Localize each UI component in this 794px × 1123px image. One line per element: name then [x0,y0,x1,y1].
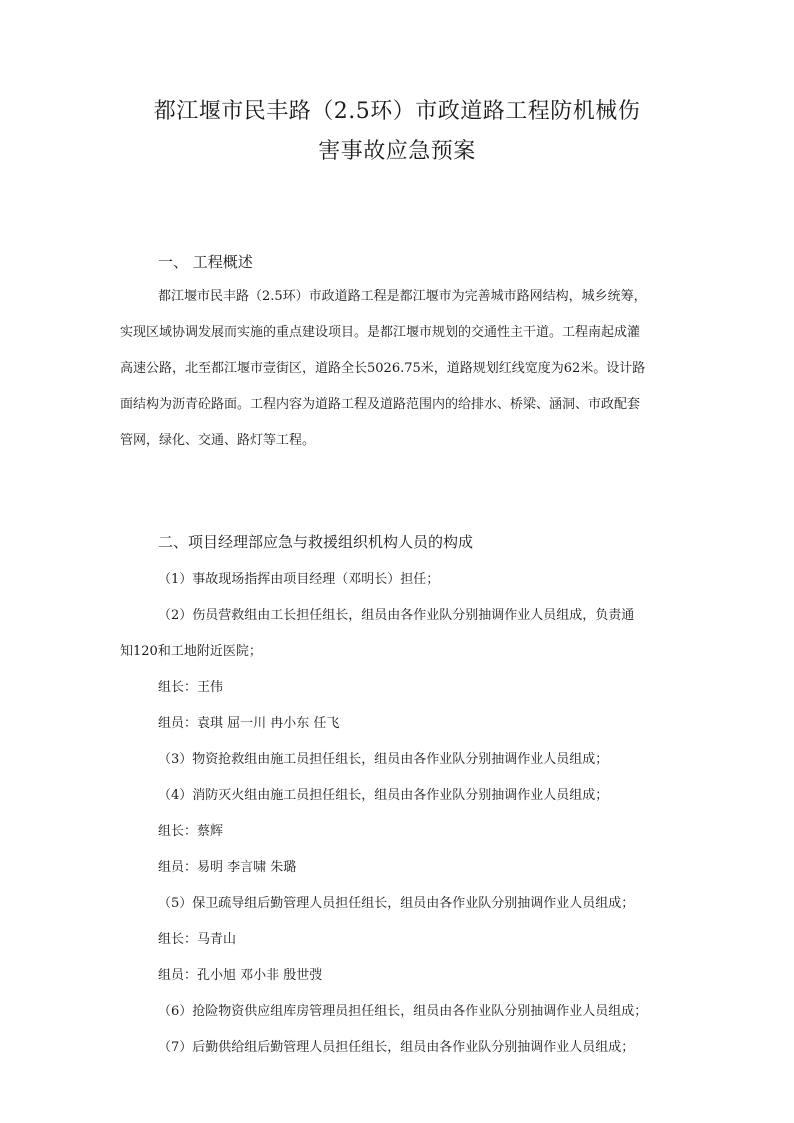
group-members: 组员：易明 李言啸 朱璐 [158,860,297,875]
group-leader: 组长：马青山 [158,932,237,947]
title-line-1: 都江堰市民丰路（2.5环）市政道路工程防机械伤 [153,99,641,124]
group-members: 组员：袁琪 屈一川 冉小东 任飞 [158,716,340,731]
list-item: （3）物资抢救组由施工员担任组长，组员由各作业队分别抽调作业人员组成； [158,752,609,767]
section-1-paragraph [120,279,688,459]
group-members: 组员：孔小旭 邓小非 殷世弢 [158,968,323,983]
document-title [100,92,694,172]
list-item: （7）后勤供给组后勤管理人员担任组长，组员由各作业队分别抽调作业人员组成； [158,1040,635,1055]
list-item: （2）伤员营救组由工长担任组长，组员由各作业队分别抽调作业人员组成，负责通 [158,608,635,623]
group-leader: 组长：蔡辉 [158,824,224,839]
section-2-heading: 二、项目经理部应急与救援组织机构人员的构成 [158,533,474,551]
group-leader: 组长：王伟 [158,680,224,695]
paragraph-line: 高速公路，北至都江堰市壹街区，道路全长5026.75米，道路规划红线宽度为62米。设计路 [120,361,646,376]
section-1-heading: 一、 工程概述 [158,253,253,271]
title-line-2: 害事故应急预案 [318,139,476,164]
list-item: （1）事故现场指挥由项目经理（邓明长）担任； [158,572,440,587]
list-item: （5）保卫疏导组后勤管理人员担任组长，组员由各作业队分别抽调作业人员组成； [158,896,635,911]
paragraph-line: 管网，绿化、交通、路灯等工程。 [120,433,316,448]
paragraph-line: 实现区域协调发展而实施的重点建设项目。是都江堰市规划的交通性主干道。工程南起成灌 [120,325,641,340]
list-item: （4）消防灭火组由施工员担任组长，组员由各作业队分别抽调作业人员组成； [158,788,609,803]
list-item: （6）抢险物资供应组库房管理员担任组长，组员由各作业队分别抽调作业人员组成； [158,1004,648,1019]
paragraph-line: 都江堰市民丰路（2.5环）市政道路工程是都江堰市为完善城市路网结构，城乡统筹， [158,289,647,304]
list-item-continuation: 知120和工地附近医院； [120,644,262,659]
paragraph-line: 面结构为沥青砼路面。工程内容为道路工程及道路范围内的给排水、桥梁、涵洞、市政配套 [120,397,641,412]
